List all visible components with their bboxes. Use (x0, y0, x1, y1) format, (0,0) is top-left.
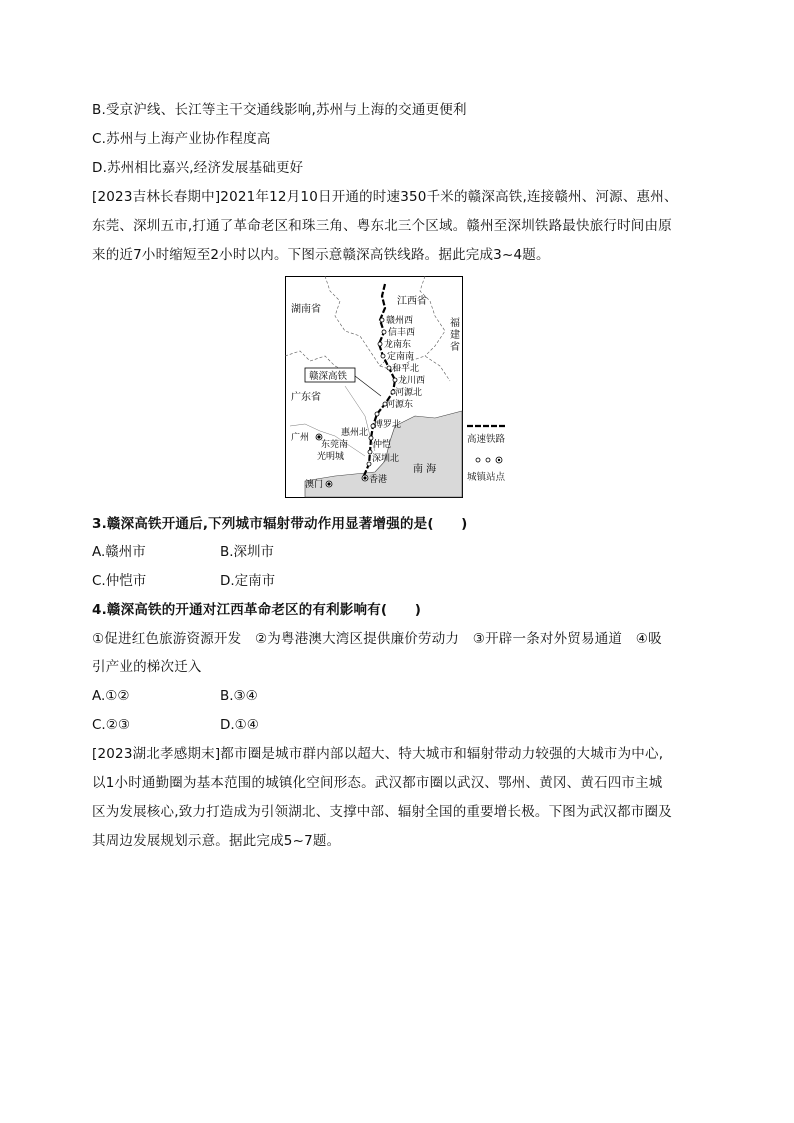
label-guangdong: 广东省 (291, 392, 321, 403)
intro2-line-2: 以1小时通勤圈为基本范围的城镇化空间形态。武汉都市圈以武汉、鄂州、黄冈、黄石四市主城 (92, 775, 663, 791)
label-longchuanxi: 龙川西 (398, 376, 426, 386)
label-sea: 南 海 (413, 464, 437, 475)
label-shenzhenbei: 深圳北 (372, 454, 400, 464)
q4-option-a: A.①② (92, 688, 130, 704)
intro-line-2: 东莞、深圳五市,打通了革命老区和珠三角、粤东北三个区域。赣州至深圳铁路最快旅行时间由原 (92, 218, 672, 234)
q3-option-d: D.定南市 (220, 573, 276, 589)
q4-option-b: B.③④ (220, 688, 258, 704)
label-fujian-3: 省 (450, 342, 460, 353)
label-fujian-2: 建 (450, 330, 460, 341)
label-heyuanbei: 河源北 (395, 388, 423, 398)
railway-legend-icon (466, 421, 508, 431)
label-xinfengxi: 信丰西 (388, 328, 416, 338)
label-jiangxi: 江西省 (397, 296, 427, 307)
label-macau: 澳门 (305, 480, 324, 490)
q4-items-line-1: ①促进红色旅游资源开发 ②为粤港澳大湾区提供廉价劳动力 ③开辟一条对外贸易通道 ④吸 (92, 631, 662, 647)
intro-line-3: 来的近7小时缩短至2小时以内。下图示意赣深高铁线路。据此完成3~4题。 (92, 247, 550, 263)
intro2-line-1: [2023湖北孝感期末]都市圈是城市群内部以超大、特大城市和辐射带动力较强的大城市为中心, (92, 746, 664, 762)
station-legend-icon (474, 455, 510, 465)
label-huizhoubei: 惠州北 (341, 428, 369, 438)
q4-items-line-2: 引产业的梯次迁入 (92, 659, 202, 675)
ganshen-railway-map (285, 276, 463, 498)
label-hunan: 湖南省 (291, 304, 321, 315)
label-dingnannan: 定南南 (387, 352, 415, 362)
label-fujian-1: 福 (450, 318, 460, 329)
q4-option-d: D.①④ (220, 717, 259, 733)
legend-railway-text: 高速铁路 (467, 434, 506, 445)
option-d-text: D.苏州相比嘉兴,经济发展基础更好 (92, 160, 304, 176)
label-longnandong: 龙南东 (384, 340, 412, 350)
legend-station-text: 城镇站点 (467, 472, 506, 483)
label-heyuandong: 河源东 (386, 400, 414, 410)
q4-option-c: C.②③ (92, 717, 130, 733)
label-hepingbei: 和平北 (392, 364, 420, 374)
question-3-stem: 3.赣深高铁开通后,下列城市辐射带动作用显著增强的是( ) (92, 516, 468, 532)
label-guangzhou: 广州 (291, 433, 310, 443)
intro2-line-4: 其周边发展规划示意。据此完成5~7题。 (92, 833, 341, 849)
railway-label: 赣深高铁 (309, 371, 348, 382)
intro-line-1: [2023吉林长春期中]2021年12月10日开通的时速350千米的赣深高铁,连接赣州、河源、惠州、 (92, 189, 678, 205)
option-b-text: B.受京沪线、长江等主干交通线影响,苏州与上海的交通更便利 (92, 102, 467, 118)
label-guangmingcheng: 光明城 (317, 452, 345, 462)
label-zhongkai: 仲恺 (373, 440, 392, 450)
label-ganzhouxi: 赣州西 (386, 316, 414, 326)
q3-option-c: C.仲恺市 (92, 573, 147, 589)
label-hongkong: 香港 (369, 475, 388, 485)
label-boluobei: 博罗北 (374, 420, 402, 430)
question-4-stem: 4.赣深高铁的开通对江西革命老区的有利影响有( ) (92, 602, 422, 618)
option-c-text: C.苏州与上海产业协作程度高 (92, 131, 271, 147)
q3-option-b: B.深圳市 (220, 544, 275, 560)
label-dongguannan: 东莞南 (321, 440, 349, 450)
intro2-line-3: 区为发展核心,致力打造成为引领湖北、支撑中部、辐射全国的重要增长极。下图为武汉都市圈及 (92, 804, 672, 820)
q3-option-a: A.赣州市 (92, 544, 146, 560)
